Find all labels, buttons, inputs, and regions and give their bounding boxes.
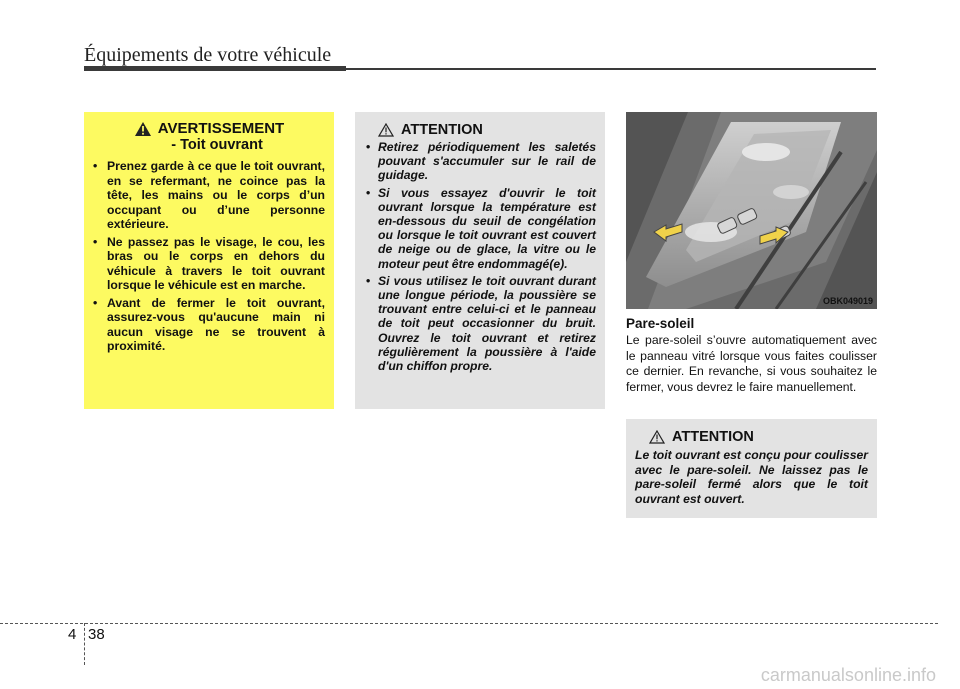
warning-item: • Prenez garde à ce que le toit ouvrant, en se refermant, ne coince pas la tête, les mains ou le corps d’un occupant ou d’une personne extérieure. bbox=[93, 159, 325, 232]
warning-list bbox=[93, 159, 325, 354]
warning-box bbox=[84, 112, 334, 409]
attention-list bbox=[364, 140, 596, 373]
attention-heading-text: ATTENTION bbox=[401, 122, 483, 138]
attention-item: • Si vous utilisez le toit ouvrant durant une longue période, la poussière se trouvant entre celui-ci et le panneau de toit peut occasionner du bruit. Ouvrez le toit ouvrant et retirez régulièrement la poussière à l'aide d'un chiffon propre. bbox=[364, 274, 596, 373]
page-number: 38 bbox=[88, 626, 105, 643]
warning-item: • Ne passez pas le visage, le cou, les bras ou le corps en dehors du véhicule à travers le toit ouvrant lorsque le véhicule est en marche. bbox=[93, 235, 325, 293]
warning-heading bbox=[93, 120, 325, 137]
attention-heading bbox=[364, 122, 596, 138]
sunroof-illustration bbox=[626, 112, 877, 309]
sunroof-photo bbox=[626, 112, 877, 309]
footer-dashed-divider bbox=[84, 623, 85, 665]
caution-triangle-icon bbox=[649, 430, 665, 444]
attention-item: • Si vous essayez d'ouvrir le toit ouvrant lorsque la température est en-dessous du seuil de congélation ou lorsque le toit ouvrant est couvert de neige ou de glace, la vitre ou le moteur peut être endommagé(e). bbox=[364, 186, 596, 271]
chapter-number: 4 bbox=[68, 626, 77, 643]
attention-heading bbox=[635, 429, 868, 445]
attention-text: Le toit ouvrant est conçu pour coulisser avec le pare-soleil. Ne laissez pas le pare-soleil fermé alors que le toit ouvrant est ouvert. bbox=[635, 448, 868, 506]
attention-heading-text: ATTENTION bbox=[672, 429, 754, 445]
attention-box-1 bbox=[355, 112, 605, 409]
warning-subheading: - Toit ouvrant bbox=[171, 137, 263, 153]
watermark: carmanualsonline.info bbox=[760, 665, 936, 685]
warning-heading-text: AVERTISSEMENT bbox=[157, 120, 285, 137]
warning-triangle-icon bbox=[134, 121, 152, 137]
image-code: OBK049019 bbox=[822, 296, 873, 306]
sunshade-title: Pare-soleil bbox=[626, 316, 695, 331]
attention-box-2 bbox=[626, 419, 877, 518]
header-rule-thick bbox=[84, 66, 346, 71]
header-rule-thin bbox=[346, 68, 876, 70]
sunshade-body: Le pare-soleil s’ouvre automatiquement avec le panneau vitré lorsque vous faites coulisser ce dernier. En revanche, si vous souhaitez le fermer, vous devrez le faire manuellement. bbox=[626, 333, 877, 394]
section-title: Équipements de votre véhicule bbox=[84, 44, 332, 66]
warning-item: • Avant de fermer le toit ouvrant, assurez-vous qu'aucune main ni aucun visage ne se trouvent à proximité. bbox=[93, 296, 325, 354]
caution-triangle-icon bbox=[378, 123, 394, 137]
footer-dashed-rule bbox=[0, 623, 938, 624]
attention-item: • Retirez périodiquement les saletés pouvant s'accumuler sur le rail de guidage. bbox=[364, 140, 596, 183]
